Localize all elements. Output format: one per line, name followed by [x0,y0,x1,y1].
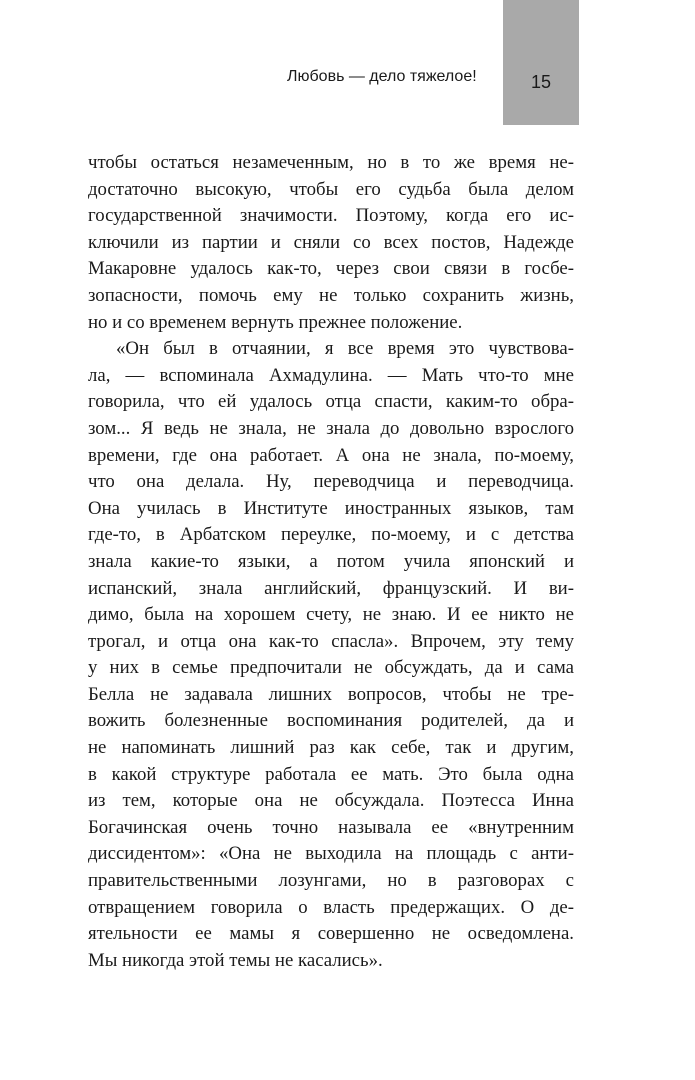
page-number-box [503,0,579,125]
text-line: димо, была на хорошем счету, не знаю. И ее никто не [88,604,574,626]
text-line: что она делала. Ну, переводчица и переводчица. [88,471,574,493]
text-line: но и со временем вернуть прежнее положение. [88,311,463,333]
text-line: чтобы остаться незамеченным, но в то же время не- [88,152,574,173]
text-line: «Он был в отчаянии, я все время это чувствова- [116,338,574,360]
running-title: Любовь — дело тяжелое! [287,68,477,85]
text-line: ла, — вспоминала Ахмадулина. — Мать что-то мне [88,364,574,386]
text-line: Богачинская очень точно называла ее «внутренним [88,816,574,838]
text-line: у них в семье предпочитали не обсуждать, да и сама [88,657,574,679]
text-line: правительственными лозунгами, но в разговорах с [88,870,574,892]
text-line: из тем, которые она не обсуждала. Поэтесса Инна [88,790,574,812]
text-line: зопасности, помочь ему не только сохранить жизнь, [88,284,574,306]
body-text [88,150,574,974]
text-line: Макаровне удалось как-то, через свои связи в госбе- [88,258,574,280]
text-line: ключили из партии и сняли со всех постов, Надежде [88,231,574,253]
text-line: не напоминать лишний раз как себе, так и другим, [88,737,574,759]
text-line: в какой структуре работала ее мать. Это была одна [88,763,574,785]
text-line: испанский, знала английский, французский. И ви- [88,577,574,599]
text-line: трогал, и отца она как-то спасла». Впрочем, эту тему [88,630,574,652]
text-line: Она училась в Институте иностранных языков, там [88,497,574,519]
text-line: ятельности ее мамы я совершенно не осведомлена. [88,923,574,945]
text-line: вожить болезненные воспоминания родителей, да и [88,710,574,732]
text-line: где-то, в Арбатском переулке, по-моему, и с детства [88,524,574,546]
text-line: отвращением говорила о власть предержащих. О де- [88,896,574,918]
text-line: говорила, что ей удалось отца спасти, каким-то обра- [88,391,574,413]
text-line: Мы никогда этой темы не касались». [88,949,383,971]
text-line: достаточно высокую, чтобы его судьба была делом [88,178,574,200]
text-line: диссидентом»: «Она не выходила на площадь с анти- [88,843,574,865]
text-line: государственной значимости. Поэтому, когда его ис- [88,205,574,227]
text-line: Белла не задавала лишних вопросов, чтобы не тре- [88,683,574,705]
text-line: зом... Я ведь не знала, не знала до довольно взрослого [88,417,574,439]
text-line: знала какие-то языки, а потом учила японский и [88,550,574,572]
text-line: времени, где она работает. А она не знала, по-моему, [88,444,574,466]
page-number: 15 [530,72,552,92]
